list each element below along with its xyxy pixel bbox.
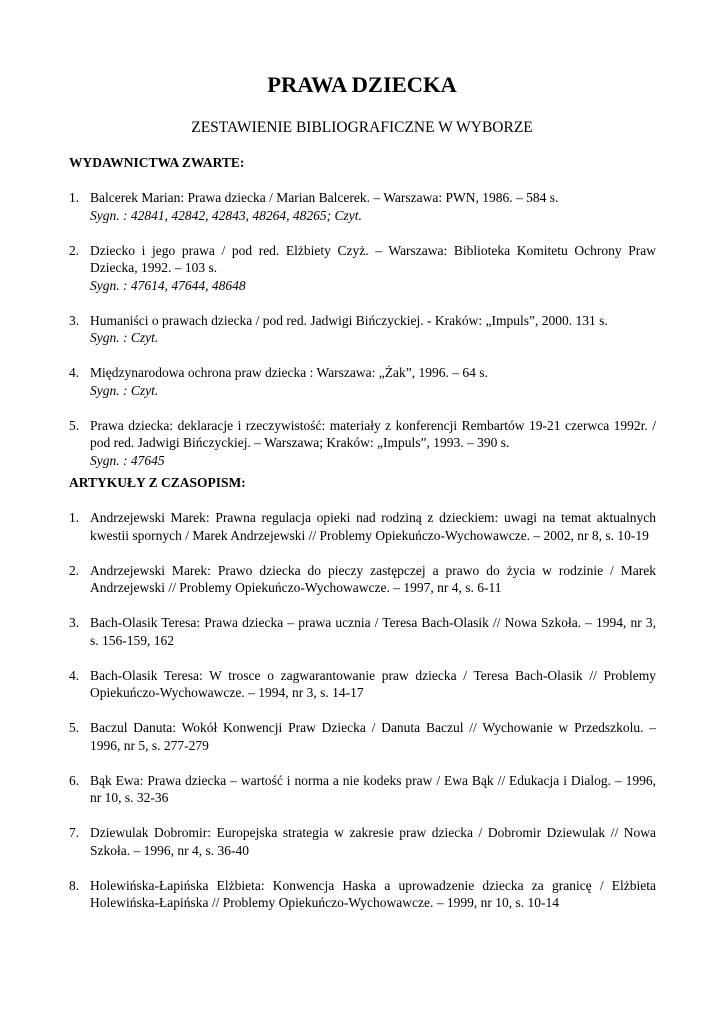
bibliography-entry bbox=[69, 417, 656, 470]
entry-citation: Dziewulak Dobromir: Europejska strategia w zakresie praw dziecka / Dobromir Dziewulak // Nowa Szkoła. – 1996, nr 4, s. 36-40 bbox=[90, 825, 656, 858]
entry-number: 1. bbox=[69, 190, 80, 205]
entry-call-number: Sygn. : Czyt. bbox=[90, 330, 159, 345]
entry-citation: Międzynarodowa ochrona praw dziecka : Warszawa: „Żak”, 1996. – 64 s. bbox=[90, 365, 488, 380]
entry-call-number: Sygn. : 47614, 47644, 48648 bbox=[90, 277, 246, 293]
entry-number: 3. bbox=[69, 615, 80, 630]
entry-number: 4. bbox=[69, 365, 80, 380]
bibliography-entry bbox=[69, 509, 656, 544]
entry-number: 5. bbox=[69, 720, 80, 735]
section-heading-books: WYDAWNICTWA ZWARTE: bbox=[69, 155, 245, 170]
entry-number: 2. bbox=[69, 562, 80, 578]
entry-citation: Andrzejewski Marek: Prawo dziecka do pieczy zastępczej a prawo do życia w rodzinie / Marek Andrzejewski // Problemy Opiekuńczo-Wychowawcze. – 1997, nr 4, s. 6-11 bbox=[90, 562, 656, 595]
section-heading-articles: ARTYKUŁY Z CZASOPISM: bbox=[69, 475, 246, 490]
bibliography-entry bbox=[69, 667, 656, 702]
page-subtitle: ZESTAWIENIE BIBLIOGRAFICZNE W WYBORZE bbox=[191, 119, 533, 136]
entry-citation: Dziecko i jego prawa / pod red. Elżbiety Czyż. – Warszawa: Biblioteka Komitetu Ochrony Praw Dziecka, 1992. – 103 s. bbox=[90, 242, 656, 275]
entry-number: 3. bbox=[69, 312, 80, 328]
page-title: PRAWA DZIECKA bbox=[267, 72, 457, 97]
bibliography-entry bbox=[69, 614, 656, 649]
bibliography-entry bbox=[69, 364, 656, 399]
bibliography-entry bbox=[69, 772, 656, 807]
entry-citation: Holewińska-Łapińska Elżbieta: Konwencja Haska a uprowadzenie dziecka za granicę / Elżbieta Holewińska-Łapińska // Problemy Opiekuńczo-Wychowawcze. – 1999, nr 10, s. 10-14 bbox=[90, 877, 656, 910]
entry-citation: Bąk Ewa: Prawa dziecka – wartość i norma a nie kodeks praw / Ewa Bąk // Edukacja i Dialog. – 1996, nr 10, s. 32-36 bbox=[90, 772, 656, 805]
bibliography-entry bbox=[69, 877, 656, 912]
books-list bbox=[69, 189, 656, 487]
entry-citation: Balcerek Marian: Prawa dziecka / Marian Balcerek. – Warszawa: PWN, 1986. – 584 s. bbox=[90, 190, 559, 205]
entry-number: 2. bbox=[69, 242, 80, 258]
entry-number: 1. bbox=[69, 510, 80, 525]
entry-number: 5. bbox=[69, 417, 80, 433]
bibliography-entry bbox=[69, 189, 656, 224]
entry-call-number: Sygn. : 42841, 42842, 42843, 48264, 48265; Czyt. bbox=[90, 207, 362, 223]
entry-call-number: Sygn. : Czyt. bbox=[90, 382, 159, 398]
entry-citation: Humaniści o prawach dziecka / pod red. Jadwigi Bińczyckiej. - Kraków: „Impuls”, 2000. 131 s. bbox=[90, 312, 608, 328]
entry-citation: Baczul Danuta: Wokół Konwencji Praw Dziecka / Danuta Baczul // Wychowanie w Przedszkolu. – 1996, nr 5, s. 277-279 bbox=[90, 720, 656, 753]
entry-citation: Bach-Olasik Teresa: W trosce o zagwarantowanie praw dziecka / Teresa Bach-Olasik // Problemy Opiekuńczo-Wychowawcze. – 1994, nr 3, s. 14-17 bbox=[90, 667, 656, 700]
entry-call-number: Sygn. : 47645 bbox=[90, 452, 165, 468]
bibliography-entry bbox=[69, 312, 656, 347]
entry-number: 4. bbox=[69, 667, 80, 683]
entry-citation: Prawa dziecka: deklaracje i rzeczywistość: materiały z konferencji Rembartów 19-21 czerwca 1992r. / pod red. Jadwigi Bińczyckiej. – Warszawa; Kraków: „Impuls”, 1993. – 390 s. bbox=[90, 417, 656, 450]
entry-number: 7. bbox=[69, 825, 80, 840]
bibliography-entry bbox=[69, 562, 656, 597]
articles-list bbox=[69, 509, 656, 929]
entry-number: 6. bbox=[69, 772, 80, 788]
bibliography-entry bbox=[69, 719, 656, 754]
entry-number: 8. bbox=[69, 877, 80, 893]
bibliography-entry bbox=[69, 242, 656, 295]
entry-citation: Bach-Olasik Teresa: Prawa dziecka – prawa ucznia / Teresa Bach-Olasik // Nowa Szkoła. – 1994, nr 3, s. 156-159, 162 bbox=[90, 615, 656, 648]
bibliography-entry bbox=[69, 824, 656, 859]
entry-citation: Andrzejewski Marek: Prawna regulacja opieki nad rodziną z dzieckiem: uwagi na temat aktualnych kwestii spornych / Marek Andrzejewski // Problemy Opiekuńczo-Wychowawcze. – 2002, nr 8, s. 10-19 bbox=[90, 510, 656, 543]
